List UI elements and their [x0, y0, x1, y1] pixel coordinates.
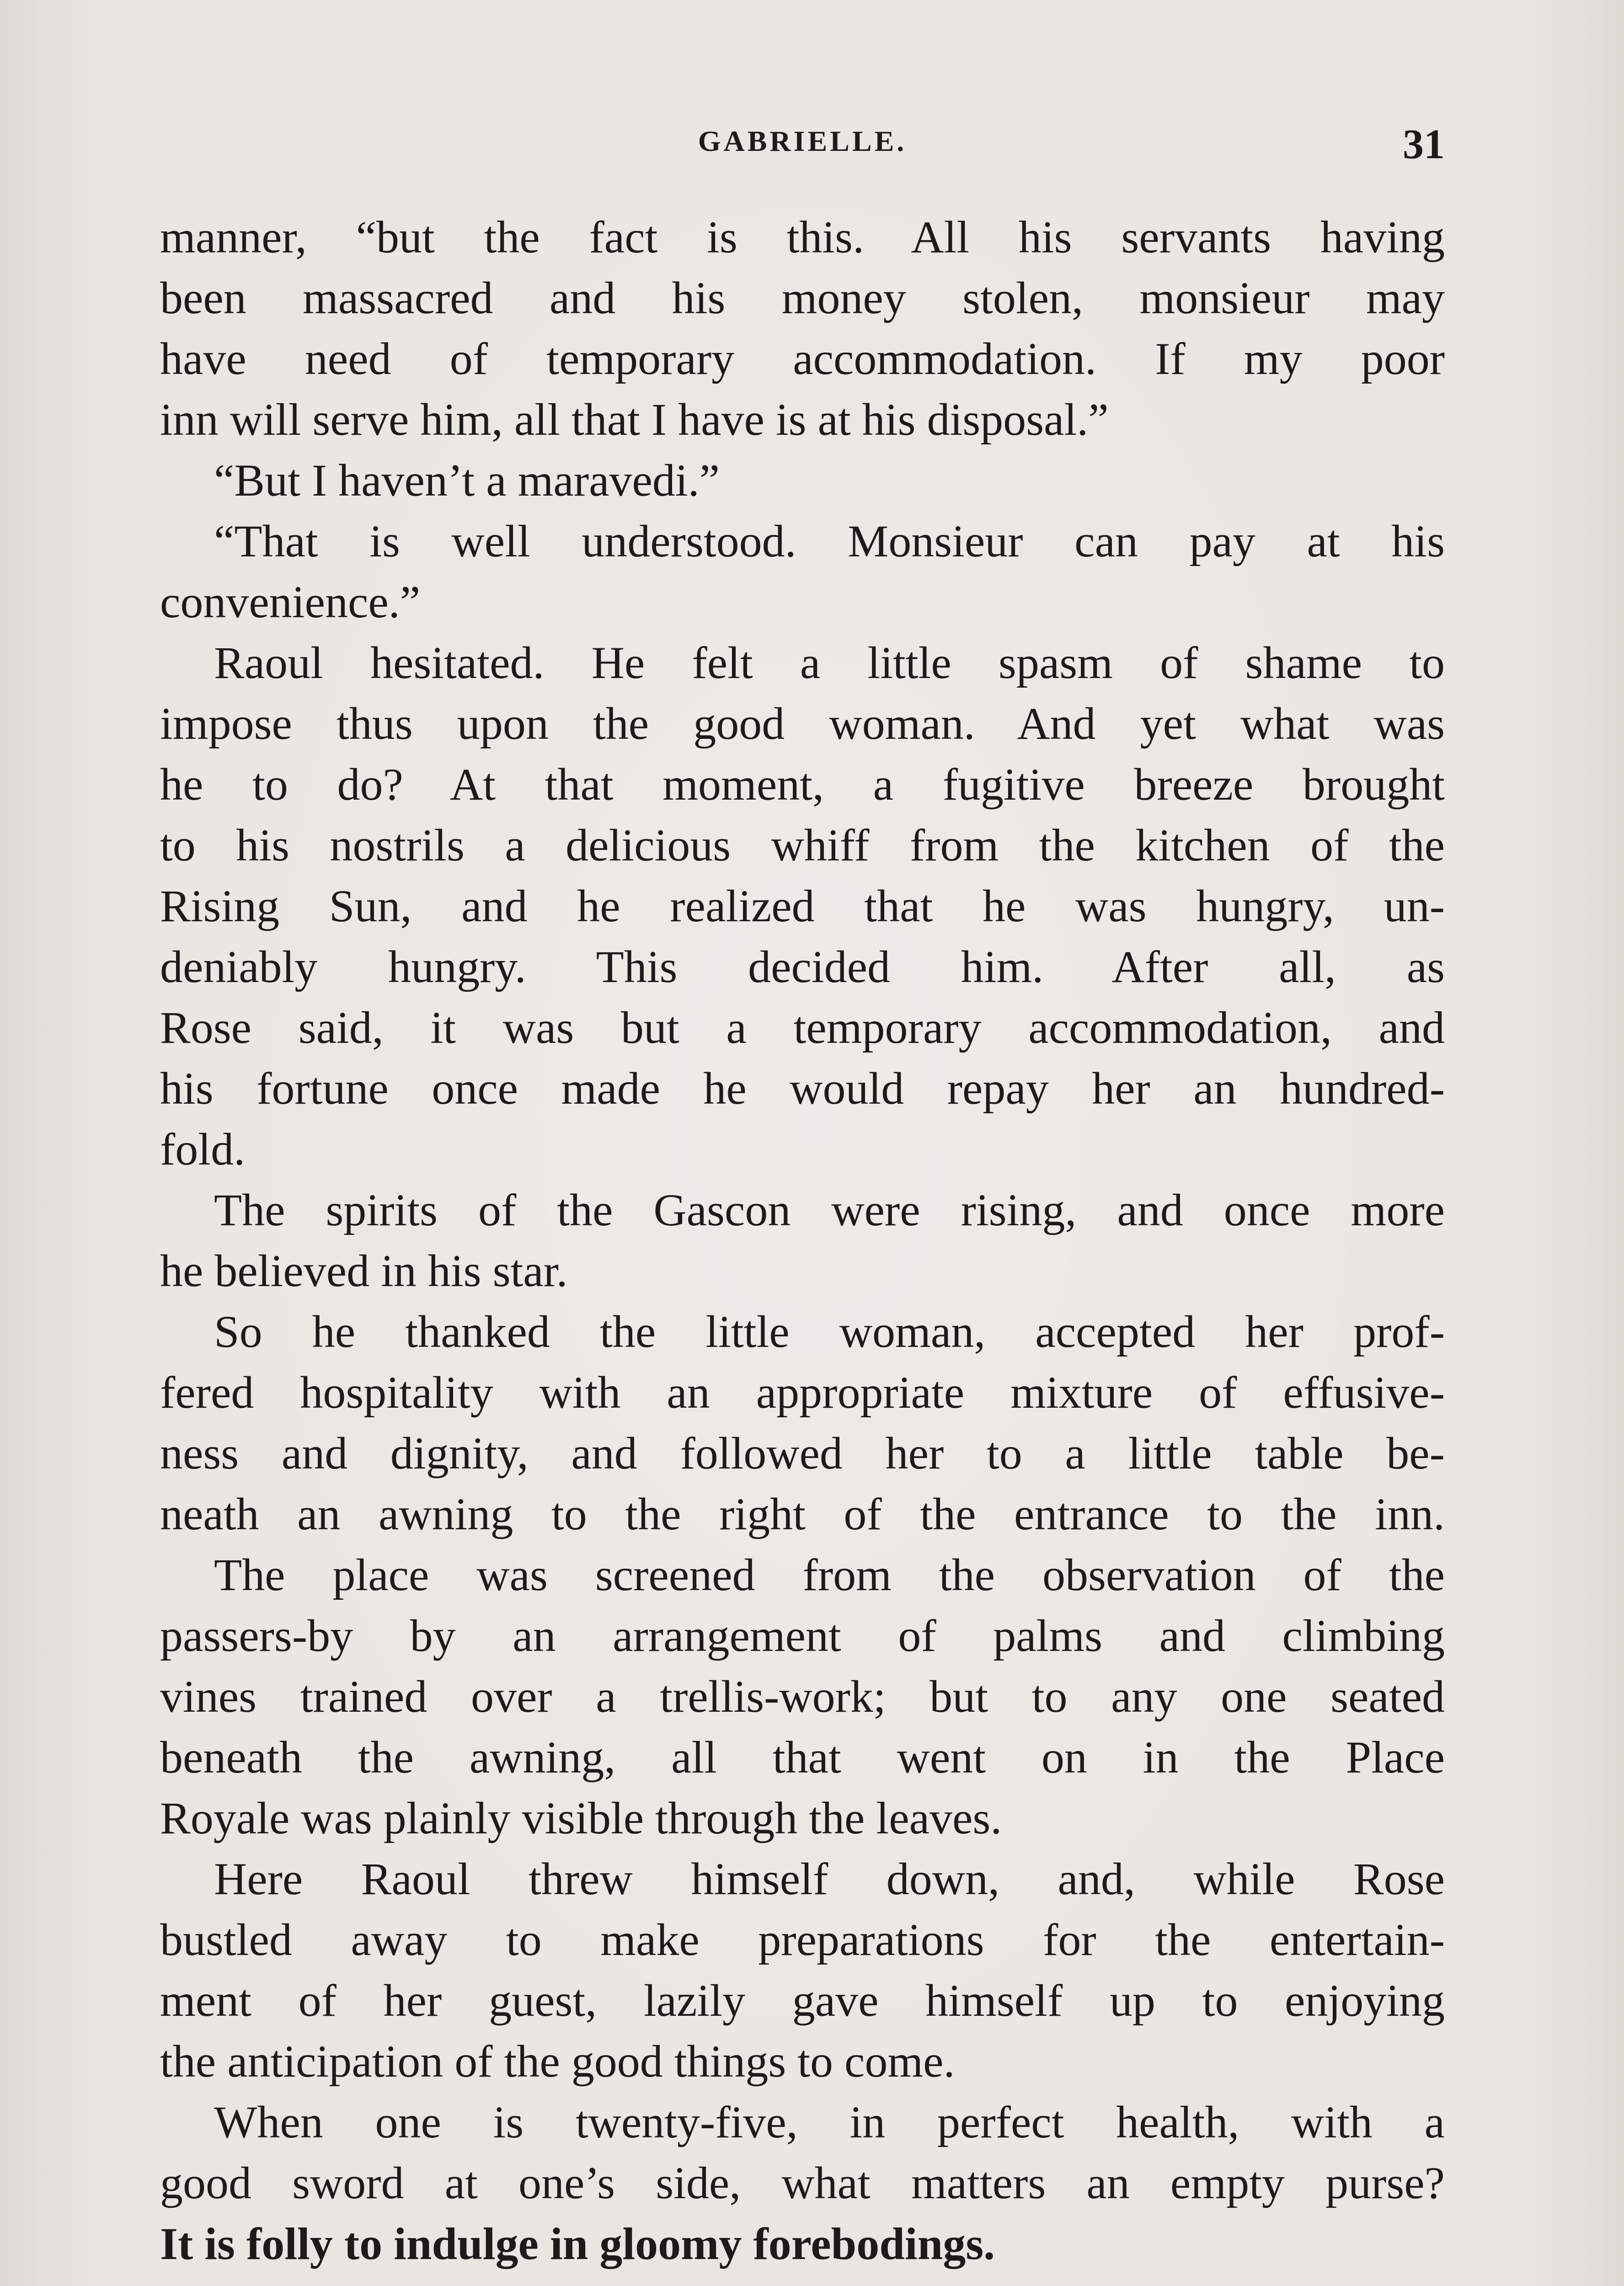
text-line: fered hospitality with an appropriate mixture of effusive-: [160, 1367, 1445, 1418]
text-line: bustled away to make preparations for the entertain-: [160, 1914, 1445, 1965]
text-line: When one is twenty-five, in perfect health, with a: [214, 2097, 1445, 2147]
text-line: inn will serve him, all that I have is at his disposal.”: [160, 394, 1109, 445]
text-line: Raoul hesitated. He felt a little spasm of shame to: [214, 637, 1445, 688]
text-line: fold.: [160, 1124, 246, 1175]
running-title: GABRIELLE.: [698, 125, 907, 157]
text-line: good sword at one’s side, what matters an empty purse?: [160, 2158, 1445, 2208]
text-line: So he thanked the little woman, accepted her prof-: [214, 1306, 1445, 1357]
text-line: Rose said, it was but a temporary accommodation, and: [160, 1002, 1445, 1053]
text-line: the anticipation of the good things to come.: [160, 2036, 955, 2087]
text-line: The place was screened from the observation of the: [214, 1549, 1445, 1600]
text-line: been massacred and his money stolen, monsieur may: [160, 272, 1445, 323]
text-line: ness and dignity, and followed her to a little table be-: [160, 1428, 1445, 1479]
text-line: beneath the awning, all that went on in the Place: [160, 1732, 1445, 1783]
text-line: he believed in his star.: [160, 1245, 568, 1296]
text-line: “But I haven’t a maravedi.”: [214, 455, 720, 506]
text-line: ment of her guest, lazily gave himself up to enjoying: [160, 1975, 1445, 2026]
text-line: Rising Sun, and he realized that he was hungry, un-: [160, 881, 1445, 931]
text-line: have need of temporary accommodation. If my poor: [160, 333, 1445, 384]
text-line: his fortune once made he would repay her an hundred-: [160, 1063, 1445, 1114]
text-line: impose thus upon the good woman. And yet what was: [160, 698, 1445, 749]
text-line: Royale was plainly visible through the leaves.: [160, 1793, 1002, 1843]
text-line: manner, “but the fact is this. All his servants having: [160, 212, 1445, 262]
text-line: deniably hungry. This decided him. After all, as: [160, 941, 1445, 992]
text-line: “That is well understood. Monsieur can pay at his: [214, 516, 1445, 566]
text-line: passers-by by an arrangement of palms and climbing: [160, 1610, 1445, 1661]
text-line: vines trained over a trellis-work; but to any one seated: [160, 1671, 1445, 1722]
text-line: Here Raoul threw himself down, and, while Rose: [214, 1853, 1445, 1904]
text-line: convenience.”: [160, 577, 421, 627]
page-number: 31: [1403, 121, 1445, 167]
text-line: he to do? At that moment, a fugitive breeze brought: [160, 759, 1445, 810]
text-line: neath an awning to the right of the entrance to the inn.: [160, 1489, 1445, 1539]
running-head: [160, 120, 1445, 175]
body-text: [160, 207, 1445, 2274]
text-line: to his nostrils a delicious whiff from the kitchen of the: [160, 820, 1445, 871]
text-line: The spirits of the Gascon were rising, and once more: [214, 1185, 1445, 1235]
text-line: It is folly to indulge in gloomy forebodings.: [160, 2218, 995, 2269]
